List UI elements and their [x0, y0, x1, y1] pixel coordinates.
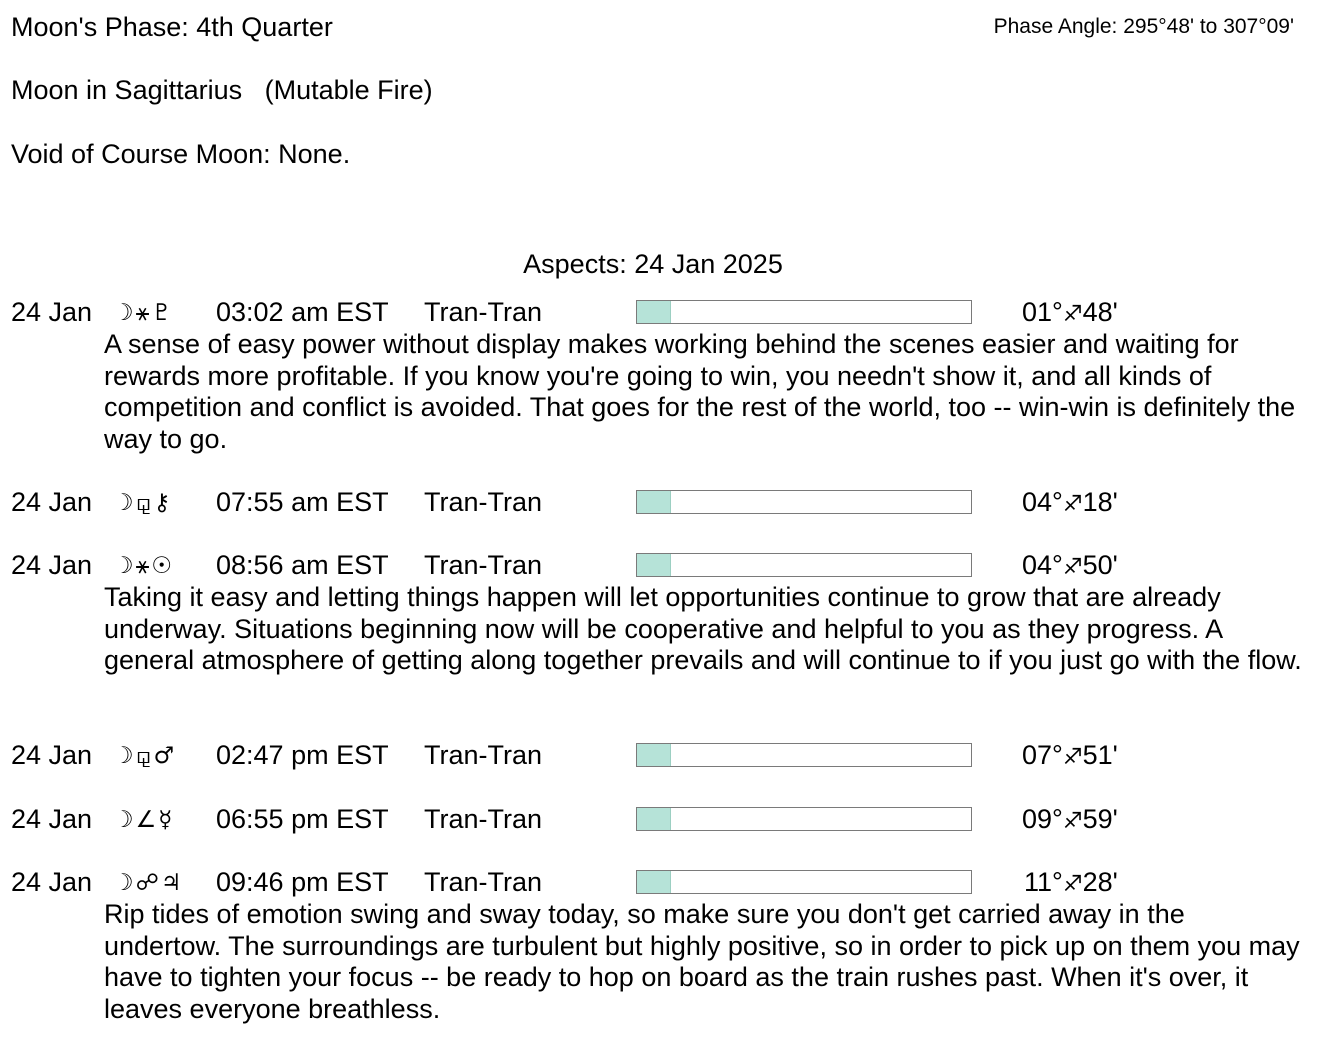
sagittarius-icon: ♐ — [1062, 302, 1083, 327]
aspect-time: 06:55 pm EST — [216, 804, 389, 834]
aspect-degree: 01° — [1022, 297, 1063, 327]
aspect-strength-bar — [636, 743, 972, 767]
aspect-type: Tran-Tran — [424, 297, 543, 327]
aspect-strength-fill — [637, 301, 671, 323]
aspect-position — [1022, 487, 1118, 520]
aspect-degree: 11° — [1024, 867, 1063, 897]
sagittarius-icon: ♐ — [1062, 745, 1083, 770]
aspect-glyphs-icon: ☽☍♃ — [113, 870, 184, 896]
aspect-time: 09:46 pm EST — [216, 867, 389, 897]
aspect-strength-fill — [637, 871, 671, 893]
moon-phase-label: Moon's Phase: 4th Quarter — [11, 12, 333, 42]
sagittarius-icon: ♐ — [1062, 555, 1083, 580]
aspect-time: 08:56 am EST — [216, 550, 389, 580]
aspect-time: 02:47 pm EST — [216, 740, 389, 770]
aspect-type: Tran-Tran — [424, 487, 543, 517]
aspect-time: 03:02 am EST — [216, 297, 389, 327]
aspect-minutes: 50' — [1082, 550, 1118, 580]
aspect-strength-bar — [636, 553, 972, 577]
aspect-position — [1022, 550, 1118, 583]
aspect-strength-fill — [637, 554, 671, 576]
aspect-degree: 09° — [1022, 804, 1063, 834]
aspect-strength-fill — [637, 491, 671, 513]
aspect-description: A sense of easy power without display makes working behind the scenes easier and waiting for rewards more profitable. If you know you're going to win, you needn't show it, and all kinds of competition and conflict is avoided. That goes for the rest of the world, too -- win-win is definitely the way to go. — [104, 329, 1296, 454]
aspect-description: Taking it easy and letting things happen will let opportunities continue to grow that are already underway. Situations beginning now will be cooperative and helpful to you as they progress. A general atmosphere of getting along together prevails and will continue to if you just go with the flow. — [104, 582, 1302, 676]
aspect-position — [1022, 804, 1118, 837]
aspect-degree: 04° — [1022, 487, 1063, 517]
aspect-strength-bar — [636, 300, 972, 324]
sagittarius-icon: ♐ — [1062, 809, 1083, 834]
aspect-type: Tran-Tran — [424, 804, 543, 834]
aspect-type: Tran-Tran — [424, 867, 543, 897]
aspect-glyphs-icon: ☽∠☿ — [113, 807, 175, 833]
aspect-degree: 04° — [1022, 550, 1063, 580]
sagittarius-icon: ♐ — [1062, 872, 1083, 897]
aspect-date: 24 Jan — [11, 487, 93, 517]
aspect-description: Rip tides of emotion swing and sway today, so make sure you don't get carried away in the undertow. The surroundings are turbulent but highly positive, so in order to pick up on them you may have to tighten your focus -- be ready to hop on board as the train rushes past. When it's over, it leaves everyone breathless. — [104, 899, 1300, 1024]
aspect-minutes: 59' — [1082, 804, 1118, 834]
aspect-glyphs-icon: ☽⚼♂ — [113, 743, 177, 769]
aspect-minutes: 48' — [1082, 297, 1118, 327]
sagittarius-icon: ♐ — [1062, 492, 1083, 517]
aspect-date: 24 Jan — [11, 550, 93, 580]
aspect-degree: 07° — [1022, 740, 1063, 770]
aspect-strength-fill — [637, 744, 671, 766]
aspect-date: 24 Jan — [11, 867, 93, 897]
moon-sign-label: Moon in Sagittarius (Mutable Fire) — [11, 75, 433, 105]
void-of-course-label: Void of Course Moon: None. — [11, 139, 351, 169]
aspect-strength-bar — [636, 807, 972, 831]
aspect-date: 24 Jan — [11, 297, 93, 327]
aspect-date: 24 Jan — [11, 804, 93, 834]
aspect-position — [1022, 740, 1118, 773]
aspects-title: Aspects: 24 Jan 2025 — [523, 249, 783, 279]
aspect-date: 24 Jan — [11, 740, 93, 770]
aspect-minutes: 51' — [1082, 740, 1118, 770]
aspect-glyphs-icon: ☽⚹☉ — [113, 553, 175, 579]
aspect-position — [1022, 297, 1118, 330]
aspect-type: Tran-Tran — [424, 550, 543, 580]
aspect-strength-fill — [637, 808, 671, 830]
aspect-strength-bar — [636, 870, 972, 894]
aspect-strength-bar — [636, 490, 972, 514]
phase-angle-label: Phase Angle: 295°48' to 307°09' — [993, 15, 1294, 38]
aspect-minutes: 18' — [1082, 487, 1118, 517]
aspect-glyphs-icon: ☽⚼⚷ — [113, 490, 173, 516]
aspect-minutes: 28' — [1082, 867, 1118, 897]
aspect-time: 07:55 am EST — [216, 487, 389, 517]
aspect-position — [1024, 867, 1118, 900]
aspect-glyphs-icon: ☽⚹♇ — [113, 300, 175, 326]
aspect-type: Tran-Tran — [424, 740, 543, 770]
